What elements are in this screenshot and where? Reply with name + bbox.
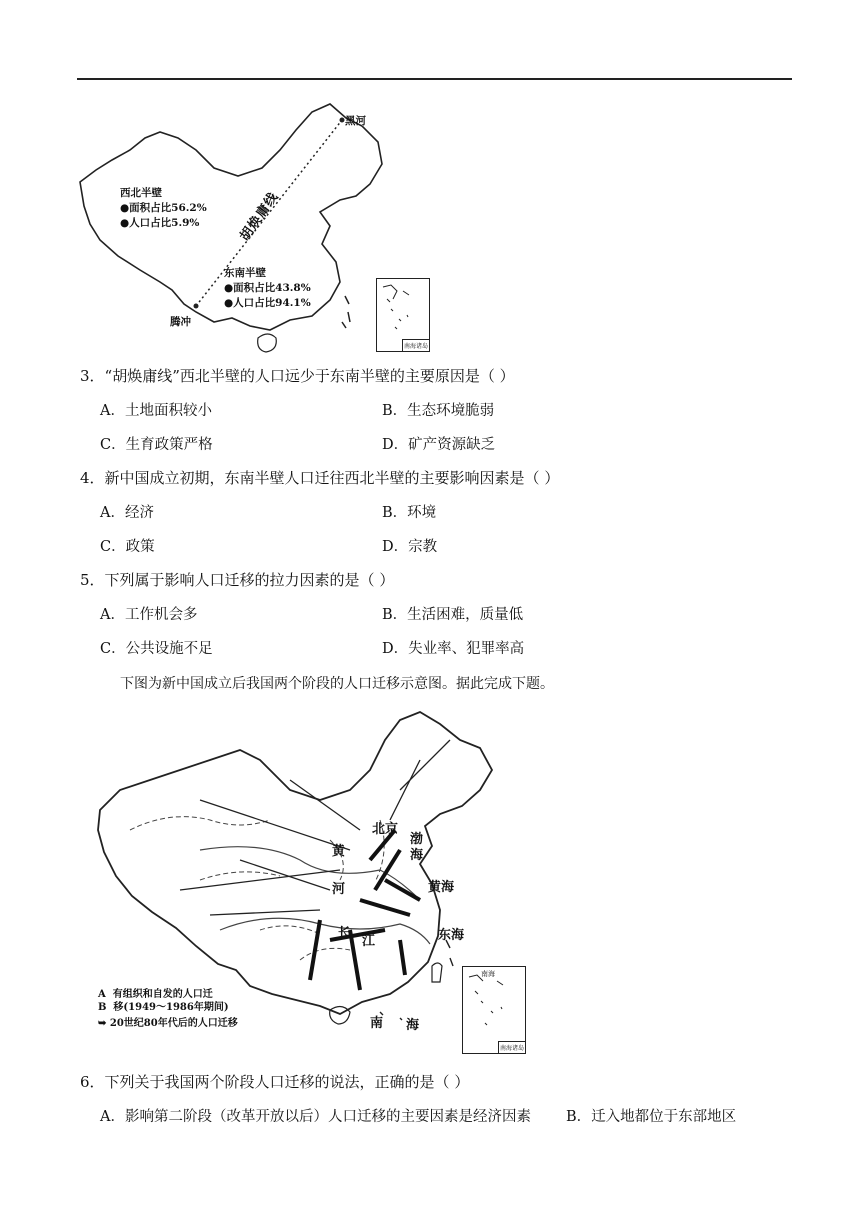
legend-a-marker: A bbox=[98, 989, 106, 1000]
label-nan: 南 bbox=[370, 1016, 384, 1031]
q4-option-c[interactable]: C．政策 bbox=[100, 539, 155, 555]
label-tengchong: 腾冲 bbox=[170, 316, 191, 328]
legend-item-1: 有组织和自发的人口迁 bbox=[112, 989, 213, 1000]
question-6-stem: 6．下列关于我国两个阶段人口迁移的说法，正确的是（ ） bbox=[80, 1073, 470, 1091]
label-jiang: 江 bbox=[362, 934, 376, 949]
q5-option-b[interactable]: B．生活困难，质量低 bbox=[382, 607, 524, 623]
label-huanghai: 黄海 bbox=[428, 880, 455, 895]
inset-sea-label: 南海 bbox=[481, 970, 495, 978]
inset-label-1: 南海诸岛 bbox=[402, 339, 429, 351]
label-beijing: 北京 bbox=[372, 822, 399, 837]
q5-option-a[interactable]: A．工作机会多 bbox=[100, 607, 198, 623]
southeast-pop: ●人口占比94.1% bbox=[224, 297, 311, 309]
legend-b-marker: B bbox=[98, 1002, 107, 1013]
northwest-area: ●面积占比56.2% bbox=[120, 202, 207, 214]
south-china-sea-inset-2 bbox=[462, 966, 526, 1054]
intro-text: 下图为新中国成立后我国两个阶段的人口迁移示意图。据此完成下题。 bbox=[120, 676, 554, 692]
q6-option-b[interactable]: B．迁入地都位于东部地区 bbox=[566, 1109, 737, 1125]
label-hu-line: 胡焕庸线 bbox=[237, 189, 282, 244]
label-donghai: 东海 bbox=[438, 928, 465, 943]
q4-option-a[interactable]: A．经济 bbox=[100, 505, 154, 521]
q3-option-d[interactable]: D．矿产资源缺乏 bbox=[382, 437, 496, 453]
q6-option-a[interactable]: A．影响第二阶段（改革开放以后）人口迁移的主要因素是经济因素 bbox=[100, 1109, 531, 1125]
label-bohai-1: 渤 bbox=[410, 832, 424, 847]
label-he: 河 bbox=[332, 882, 346, 897]
q5-option-d[interactable]: D．失业率、犯罪率高 bbox=[382, 641, 525, 657]
northwest-pop: ●人口占比5.9% bbox=[120, 217, 200, 229]
label-hai: 海 bbox=[406, 1018, 420, 1033]
question-5-stem: 5．下列属于影响人口迁移的拉力因素的是（ ） bbox=[80, 571, 395, 589]
q4-option-b[interactable]: B．环境 bbox=[382, 505, 437, 521]
label-bohai-2: 海 bbox=[410, 848, 424, 863]
q3-option-b[interactable]: B．生态环境脆弱 bbox=[382, 403, 495, 419]
inset-label-2: 南海诸岛 bbox=[498, 1041, 525, 1053]
label-heihe: 黑河 bbox=[345, 115, 366, 127]
question-4-stem: 4．新中国成立初期，东南半壁人口迁往西北半壁的主要影响因素是（ ） bbox=[80, 469, 560, 487]
southeast-area: ●面积占比43.8% bbox=[224, 282, 311, 294]
legend-item-2: 20世纪80年代后的人口迁移 bbox=[109, 1018, 238, 1029]
legend-thick-arrow-icon: ➥ bbox=[98, 1018, 107, 1029]
migration-legend bbox=[98, 988, 238, 1030]
southeast-title: 东南半壁 bbox=[224, 267, 266, 279]
question-3-stem: 3．“胡焕庸线”西北半壁的人口远少于东南半壁的主要原因是（ ） bbox=[80, 367, 515, 385]
northwest-title: 西北半壁 bbox=[120, 187, 162, 199]
q3-option-a[interactable]: A．土地面积较小 bbox=[100, 403, 212, 419]
label-huang: 黄 bbox=[332, 844, 346, 859]
label-chang: 长 bbox=[338, 926, 352, 941]
q5-option-c[interactable]: C．公共设施不足 bbox=[100, 641, 213, 657]
q4-option-d[interactable]: D．宗教 bbox=[382, 539, 438, 555]
q3-option-c[interactable]: C．生育政策严格 bbox=[100, 437, 213, 453]
legend-item-1b: 移(1949～1986年期间) bbox=[113, 1002, 229, 1013]
